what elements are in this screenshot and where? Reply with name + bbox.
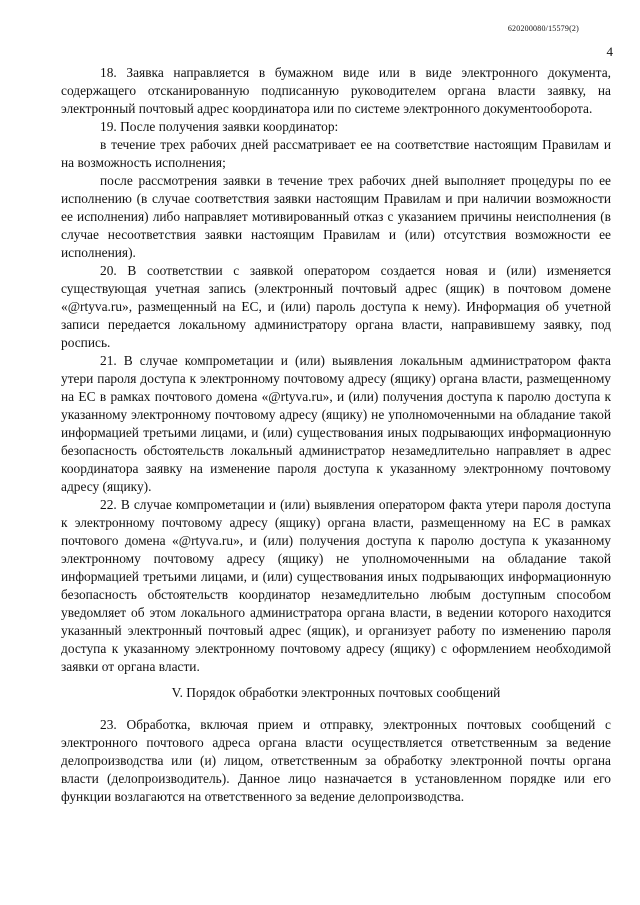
document-body [61,64,611,806]
paragraph-21: 21. В случае компрометации и (или) выявления локальным администратором факта утери пароля доступа к электронному почтовому адресу (ящику) органа власти, размещенному на ЕС в рамках почтового домена «@rtyva.ru», и (или) получения доступа к паролю доступа к указанному электронному почтовому адресу (ящику) не уполномоченными на обладание такой информацией третьими лицами, и (или) существования иных подрывающих информационную безопасность обстоятельств локальный администратор незамедлительно направляет в адрес координатора заявку на изменение пароля доступа к указанному электронному почтовому адресу (ящику). [61,353,611,494]
paragraph-23: 23. Обработка, включая прием и отправку, электронных почтовых сообщений с электронного почтового адреса органа власти осуществляется ответственным за ведение делопроизводства или (и) лицом, ответственным за обработку электронной почты органа власти (делопроизводитель). Данное лицо назначается в установленном порядке или его функции возлагаются на ответственного за ведение делопроизводства. [61,717,611,804]
paragraph-19-item-1: в течение трех рабочих дней рассматривает ее на соответствие настоящим Правилам и на возможность исполнения; [61,137,611,170]
paragraph-22: 22. В случае компрометации и (или) выявления оператором факта утери пароля доступа к электронному почтовому адресу (ящику) органа власти, размещенному на ЕС в рамках почтового домена «@rtyva.ru», и (или) получения доступа к паролю доступа к указанному электронному почтовому адресу (ящику) не уполномоченными на обладание такой информацией третьими лицами, и (или) существования иных подрывающих информационную безопасность обстоятельств координатор незамедлительно любым доступным способом уведомляет об этом локального администратора органа власти, в ведении которого находится указанный электронный почтовый адрес (ящик), и организует работу по изменению пароля доступа к указанному электронному почтовому адресу (ящику) с оформлением необходимой заявки от органа власти. [61,497,611,674]
paragraph-19: 19. После получения заявки координатор: [100,119,339,134]
paragraph-20: 20. В соответствии с заявкой оператором создается новая и (или) изменяется существующая учетная запись (электронный почтовый адрес (ящик) в почтовом домене «@rtyva.ru», размещенный на ЕС, и (или) пароль доступа к нему). Информация об учетной записи передается локальному администратору органа власти, направившему заявку, под роспись. [61,263,611,350]
paragraph-19-item-2: после рассмотрения заявки в течение трех рабочих дней выполняет процедуры по ее исполнению (в случае соответствия заявки настоящим Правилам и при наличии возможности ее исполнения) либо направляет мотивированный отказ с указанием причины неисполнения (в случае несоответствия заявки настоящим Правилам и (или) отсутствия возможности ее исполнения). [61,173,611,260]
page-number: 4 [606,44,613,59]
paragraph-18: 18. Заявка направляется в бумажном виде или в виде электронного документа, содержащего отсканированную подписанную руководителем органа власти заявку, на электронный почтовый адрес координатора или по системе электронного документооборота. [61,65,611,116]
section-heading: V. Порядок обработки электронных почтовых сообщений [171,685,501,700]
document-id: 620200080/15579(2) [507,24,579,33]
